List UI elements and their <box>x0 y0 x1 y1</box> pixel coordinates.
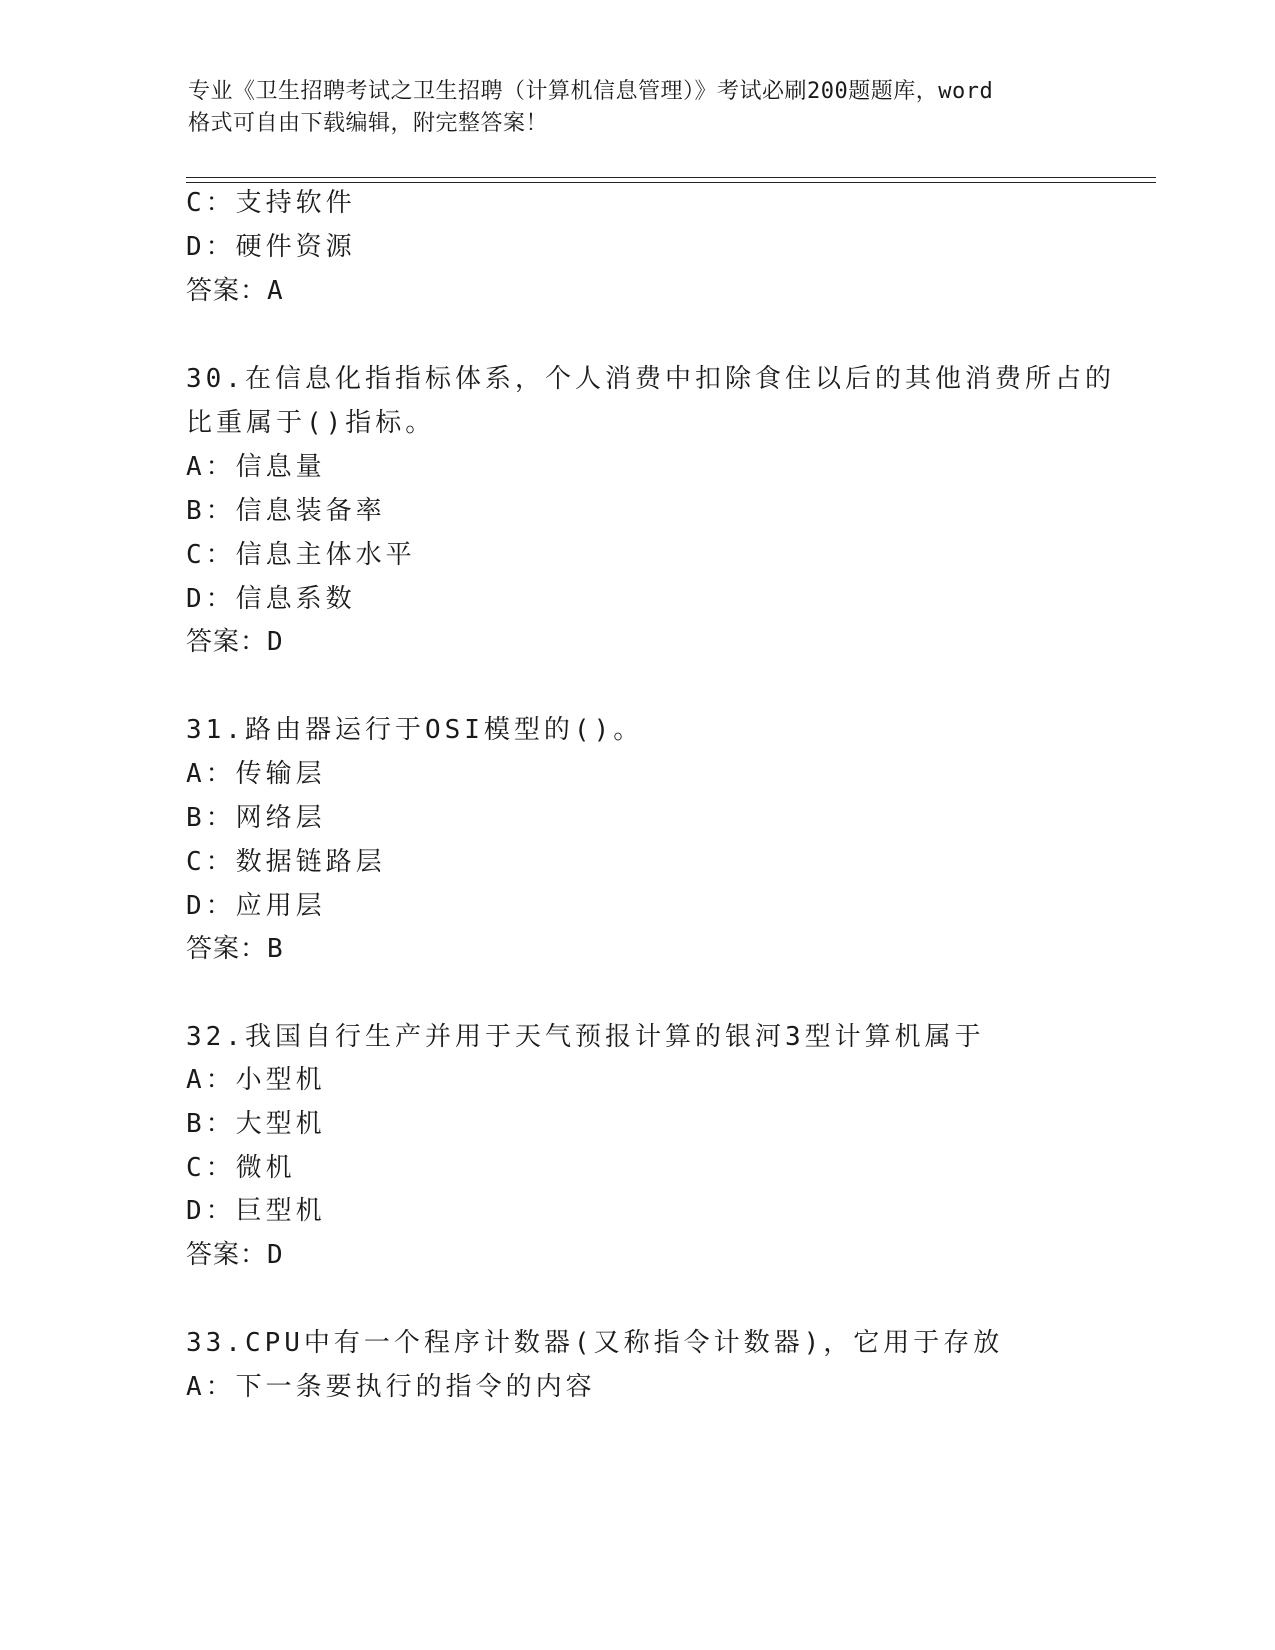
q30-option-a: A：信息量 <box>186 452 326 482</box>
q29-option-d: D：硬件资源 <box>186 232 356 262</box>
q31-option-a: A：传输层 <box>186 759 326 789</box>
q32-option-c: C：微机 <box>186 1153 296 1183</box>
q30-answer: 答案：D <box>186 627 284 657</box>
header-line-2: 格式可自由下载编辑，附完整答案！ <box>188 111 549 136</box>
q31-option-b: B：网络层 <box>186 803 326 833</box>
q30-option-b: B：信息装备率 <box>186 496 386 526</box>
q33-option-a: A：下一条要执行的指令的内容 <box>186 1372 596 1402</box>
header-divider-bottom <box>186 182 1156 183</box>
document-header <box>188 76 1088 140</box>
q31-option-d: D：应用层 <box>186 891 326 921</box>
q31-stem: 31.路由器运行于OSI模型的()。 <box>186 715 644 745</box>
q32-option-b: B：大型机 <box>186 1109 326 1139</box>
q31-option-c: C：数据链路层 <box>186 847 386 877</box>
q32-option-d: D：巨型机 <box>186 1196 326 1226</box>
q32-stem: 32.我国自行生产并用于天气预报计算的银河3型计算机属于 <box>186 1022 985 1052</box>
q30-option-c: C：信息主体水平 <box>186 540 416 570</box>
q30-option-d: D：信息系数 <box>186 584 356 614</box>
q29-option-c: C：支持软件 <box>186 188 356 218</box>
q30-stem-line-1: 30.在信息化指指标体系，个人消费中扣除食住以后的其他消费所占的 <box>186 364 1115 394</box>
header-divider-top <box>186 177 1156 178</box>
q30-stem-line-2: 比重属于()指标。 <box>186 408 436 438</box>
q31-answer: 答案：B <box>186 934 284 964</box>
q33-stem: 33.CPU中有一个程序计数器(又称指令计数器)，它用于存放 <box>186 1328 1004 1358</box>
q32-answer: 答案：D <box>186 1240 284 1270</box>
header-line-1: 专业《卫生招聘考试之卫生招聘（计算机信息管理）》考试必刷200题题库，word <box>188 79 994 104</box>
q32-option-a: A：小型机 <box>186 1065 326 1095</box>
q29-answer: 答案：A <box>186 276 284 306</box>
